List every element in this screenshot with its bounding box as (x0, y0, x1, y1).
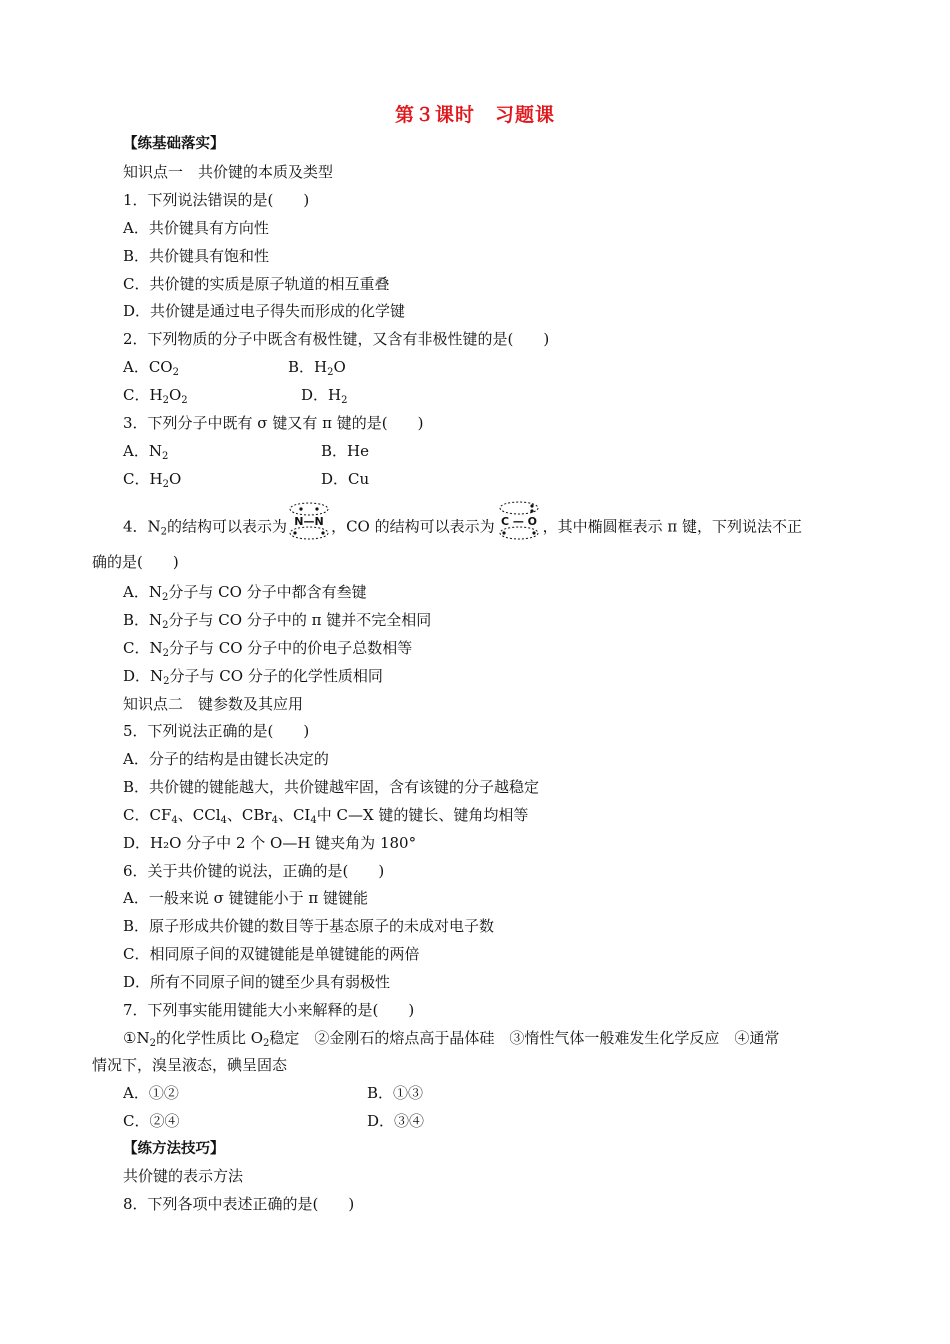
q4-option-d: D．$N_2$分子与 CO 分子的化学性质相同 (123, 667, 383, 687)
q4-option-b: B．$N_2$分子与 CO 分子中的 π 键并不完全相同 (123, 611, 432, 631)
q1-option-b: B．共价键具有饱和性 (123, 247, 270, 265)
q7-statements-line2: 情况下，溴呈液态，碘呈固态 (92, 1056, 288, 1074)
q2-option-b: B．$H_2O$ (288, 358, 346, 378)
page-title: 第３课时 习题课 (394, 104, 555, 126)
q5-option-b: B．共价键的键能越大，共价键越牢固，含有该键的分子越稳定 (123, 778, 540, 796)
topic-1: 知识点一 共价键的本质及类型 (123, 163, 334, 181)
q3-stem: 3．下列分子中既有 σ 键又有 π 键的是( ) (123, 414, 424, 432)
q7-option-d: D．③④ (367, 1112, 425, 1130)
q6-option-c: C．相同原子间的双键键能是单键键能的两倍 (123, 945, 420, 963)
q6-stem: 6．关于共价键的说法，正确的是( ) (123, 862, 385, 880)
q3-option-d: D．Cu (321, 470, 370, 488)
q1-option-a: A．共价键具有方向性 (123, 219, 269, 237)
n2-structure-diagram (287, 500, 331, 555)
q7-option-b: B．①③ (367, 1084, 424, 1102)
q1-option-d: D．共价键是通过电子得失而形成的化学键 (123, 302, 406, 320)
co-label: C — O (500, 515, 537, 528)
q4-option-c: C．$N_2$分子与 CO 分子中的价电子总数相等 (123, 639, 413, 659)
section-basics: 【练基础落实】 (123, 135, 225, 152)
q7-stem: 7．下列事实能用键能大小来解释的是( ) (123, 1001, 415, 1019)
q1-option-c: C．共价键的实质是原子轨道的相互重叠 (123, 275, 390, 293)
topic-2: 知识点二 键参数及其应用 (123, 695, 304, 713)
q7-option-a: A．①② (123, 1084, 179, 1102)
topic-3: 共价键的表示方法 (123, 1167, 244, 1185)
q2-option-a: A．$CO_2$ (123, 358, 179, 378)
q5-option-d: D．H₂O 分子中 2 个 O—H 键夹角为 180° (123, 834, 417, 852)
q1-stem: 1．下列说法错误的是( ) (123, 191, 310, 209)
q5-stem: 5．下列说法正确的是( ) (123, 722, 310, 740)
q7-statements: $①N_2$的化学性质比 $O_2$稳定 ②金刚石的熔点高于晶体硅 ③惰性气体一般难发生化学反应 ④通常 (123, 1029, 780, 1049)
q4-stem: 4．$N_2$的结构可以表示为 N—N ，CO 的结构可以表示为 C — O ，其中椭圆框表示 π 键，下列说法不正 (123, 500, 802, 555)
q7-option-c: C．②④ (123, 1112, 180, 1130)
q3-option-b: B．He (321, 442, 369, 460)
q2-option-c: C．$H_2O_2$ (123, 386, 188, 406)
q3-option-c: C．$H_2O$ (123, 470, 182, 490)
q4-option-a: A．$N_2$分子与 CO 分子中都含有叁键 (123, 583, 367, 603)
q6-option-a: A．一般来说 σ 键键能小于 π 键键能 (123, 889, 369, 907)
q3-option-a: A．$N_2$ (123, 442, 169, 462)
q6-option-b: B．原子形成共价键的数目等于基态原子的未成对电子数 (123, 917, 495, 935)
q8-stem: 8．下列各项中表述正确的是( ) (123, 1195, 355, 1213)
q4-stem-line2: 确的是( ) (92, 553, 179, 571)
q2-stem: 2．下列物质的分子中既含有极性键，又含有非极性键的是( ) (123, 330, 550, 348)
q5-option-c: C．$CF_4$、CCl$_4$、CBr$_4$、$CI_4$中 C—X 键的键长、键角均相等 (123, 806, 529, 826)
section-methods: 【练方法技巧】 (123, 1140, 225, 1157)
co-structure-diagram (495, 500, 543, 555)
q6-option-d: D．所有不同原子间的键至少具有弱极性 (123, 973, 391, 991)
q5-option-a: A．分子的结构是由键长决定的 (123, 750, 329, 768)
n2-label: N—N (294, 515, 324, 528)
q2-option-d: D．$H_2$ (301, 386, 348, 406)
